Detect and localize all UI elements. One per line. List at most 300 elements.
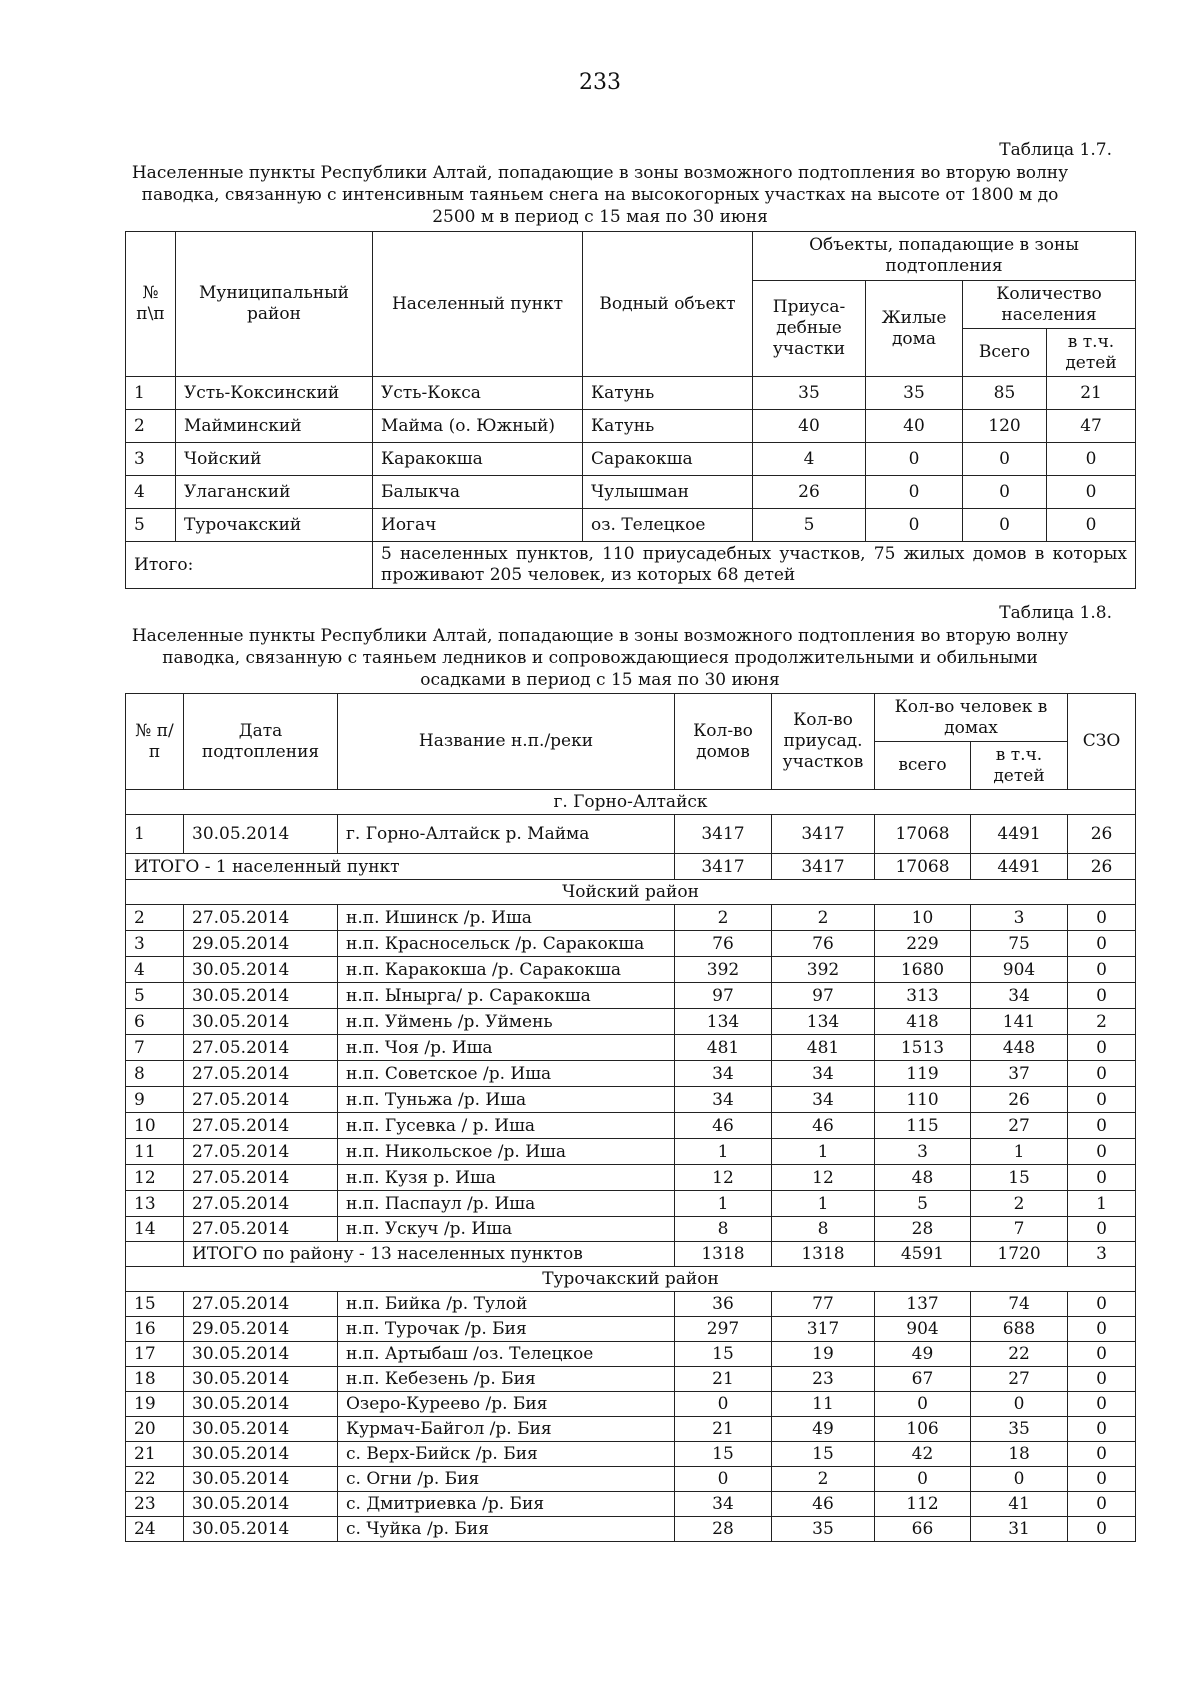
t2-cell: 18 (971, 1442, 1068, 1467)
table-row (126, 905, 1136, 931)
t2-cell: 134 (772, 1009, 875, 1035)
t2-cell: 4491 (971, 854, 1068, 880)
t2-cell: 49 (875, 1342, 971, 1367)
t2-cell: 3417 (772, 815, 875, 854)
table-row (126, 1191, 1136, 1217)
t2-cell: 46 (675, 1113, 772, 1139)
table-1-label: Таблица 1.7. (999, 140, 1112, 160)
t1-cell: Балыкча (373, 476, 583, 509)
t1-cell: 2 (126, 410, 176, 443)
t2-cell: 1 (675, 1191, 772, 1217)
t2-section-title: г. Горно-Алтайск (126, 790, 1136, 815)
t2-cell: 31 (971, 1517, 1068, 1542)
table-1 (125, 231, 1136, 589)
t2-cell: с. Чуйка /р. Бия (338, 1517, 675, 1542)
t2-cell: 30.05.2014 (184, 983, 338, 1009)
t1-cell: 120 (963, 410, 1047, 443)
t2-cell: 3417 (675, 815, 772, 854)
t1-cell: 1 (126, 377, 176, 410)
t2-cell: 1318 (675, 1242, 772, 1267)
t2-header-name: Название н.п./реки (338, 694, 675, 790)
t1-cell: 0 (866, 476, 963, 509)
t2-cell: 0 (1068, 905, 1136, 931)
t2-cell: 34 (772, 1061, 875, 1087)
t2-cell: 41 (971, 1492, 1068, 1517)
t2-cell: 0 (1068, 1087, 1136, 1113)
t1-cell: 5 (753, 509, 866, 542)
t1-cell: Усть-Кокса (373, 377, 583, 410)
table-row (126, 1417, 1136, 1442)
t2-cell: 6 (126, 1009, 184, 1035)
t2-cell: 0 (675, 1467, 772, 1492)
t2-cell: н.п. Туньжа /р. Иша (338, 1087, 675, 1113)
table-section-row (126, 880, 1136, 905)
t2-cell: 30.05.2014 (184, 957, 338, 983)
t2-cell: 1 (971, 1139, 1068, 1165)
t2-cell: 17068 (875, 854, 971, 880)
t2-header-date: Дата подтопления (184, 694, 338, 790)
t2-cell: 0 (1068, 1492, 1136, 1517)
t2-cell: 34 (971, 983, 1068, 1009)
t2-cell: 4591 (875, 1242, 971, 1267)
table-total-row (126, 542, 1136, 589)
t2-cell: н.п. Ускуч /р. Иша (338, 1217, 675, 1242)
t2-header-all: всего (875, 742, 971, 790)
t2-cell: 0 (971, 1392, 1068, 1417)
t2-cell: 20 (126, 1417, 184, 1442)
table-row (126, 983, 1136, 1009)
t2-cell: 1 (126, 815, 184, 854)
t2-cell: 4491 (971, 815, 1068, 854)
t1-cell: Майма (о. Южный) (373, 410, 583, 443)
t2-cell: н.п. Гусевка / р. Иша (338, 1113, 675, 1139)
t2-cell: 2 (675, 905, 772, 931)
t2-cell: 22 (971, 1342, 1068, 1367)
table-row (126, 443, 1136, 476)
t2-cell: 19 (772, 1342, 875, 1367)
t2-cell: 97 (772, 983, 875, 1009)
t2-cell: 30.05.2014 (184, 1467, 338, 1492)
t2-cell: 0 (1068, 1165, 1136, 1191)
t2-cell: 0 (1068, 931, 1136, 957)
t1-cell: 0 (1047, 443, 1136, 476)
t2-cell: 0 (1068, 1217, 1136, 1242)
t2-cell: 30.05.2014 (184, 1442, 338, 1467)
t2-cell: 0 (875, 1467, 971, 1492)
t2-cell: 21 (675, 1367, 772, 1392)
t2-cell: 392 (772, 957, 875, 983)
t2-header-plots: Кол-во приусад. участков (772, 694, 875, 790)
t2-cell: 21 (675, 1417, 772, 1442)
t1-cell: 0 (963, 443, 1047, 476)
t2-cell: н.п. Кузя р. Иша (338, 1165, 675, 1191)
t2-cell: 76 (772, 931, 875, 957)
t2-total-label: ИТОГО - 1 населенный пункт (126, 854, 675, 880)
t1-cell: Усть-Коксинский (176, 377, 373, 410)
t2-cell: 1 (675, 1139, 772, 1165)
t2-cell: 119 (875, 1061, 971, 1087)
t2-cell: 66 (875, 1517, 971, 1542)
t2-cell: 37 (971, 1061, 1068, 1087)
t2-cell: 74 (971, 1292, 1068, 1317)
t2-cell: 34 (772, 1087, 875, 1113)
t2-cell: 27.05.2014 (184, 1191, 338, 1217)
t2-cell: 34 (675, 1087, 772, 1113)
t2-cell: 27.05.2014 (184, 1292, 338, 1317)
t1-header-houses: Жилые дома (866, 281, 963, 377)
t1-cell: 0 (866, 443, 963, 476)
t2-cell: 30.05.2014 (184, 1517, 338, 1542)
t1-total-text: 5 населенных пунктов, 110 приусадебных участков, 75 жилых домов в которых проживают 205 человек, из которых 68 детей (373, 542, 1136, 589)
t2-section-title: Турочакский район (126, 1267, 1136, 1292)
t2-cell: 19 (126, 1392, 184, 1417)
t2-cell: 75 (971, 931, 1068, 957)
t2-cell: 448 (971, 1035, 1068, 1061)
t2-cell: 27.05.2014 (184, 1113, 338, 1139)
t2-cell: 904 (875, 1317, 971, 1342)
t2-cell: н.п. Бийка /р. Тулой (338, 1292, 675, 1317)
t1-cell: Турочакский (176, 509, 373, 542)
t2-cell: 0 (1068, 957, 1136, 983)
table-2-caption: Населенные пункты Республики Алтай, попадающие в зоны возможного подтопления во вторую волну паводка, связанную с таяньем ледников и сопровождающиеся продолжительными и обильными осадками в период с 15 мая по 30 июня (131, 626, 1069, 690)
t2-cell: 34 (675, 1061, 772, 1087)
t2-cell: 35 (772, 1517, 875, 1542)
t2-cell: 14 (126, 1217, 184, 1242)
t2-header-houses: Кол-во домов (675, 694, 772, 790)
t2-cell: 15 (126, 1292, 184, 1317)
t1-cell: Катунь (583, 377, 753, 410)
t2-cell: 11 (772, 1392, 875, 1417)
t2-cell: 0 (675, 1392, 772, 1417)
t1-cell: 26 (753, 476, 866, 509)
t2-cell: 3417 (675, 854, 772, 880)
t1-cell: Каракокша (373, 443, 583, 476)
t2-cell: 0 (1068, 1442, 1136, 1467)
t2-cell: 18 (126, 1367, 184, 1392)
table-row (126, 1342, 1136, 1367)
t2-cell: 481 (675, 1035, 772, 1061)
t2-cell: 112 (875, 1492, 971, 1517)
t2-cell: 0 (1068, 1392, 1136, 1417)
t2-cell: 16 (126, 1317, 184, 1342)
t1-cell: 0 (1047, 509, 1136, 542)
t2-cell: 1720 (971, 1242, 1068, 1267)
t2-cell: н.п. Паспаул /р. Иша (338, 1191, 675, 1217)
table-section-row (126, 790, 1136, 815)
t2-cell: 0 (1068, 1417, 1136, 1442)
t2-cell: 13 (126, 1191, 184, 1217)
t2-cell: 12 (126, 1165, 184, 1191)
t1-cell: Чойский (176, 443, 373, 476)
table-row (126, 1061, 1136, 1087)
t1-header-settlement: Населенный пункт (373, 232, 583, 377)
t2-cell: 3417 (772, 854, 875, 880)
table-row (126, 1367, 1136, 1392)
table-row (126, 1139, 1136, 1165)
t2-cell: 34 (675, 1492, 772, 1517)
t1-header-objects: Объекты, попадающие в зоны подтопления (753, 232, 1136, 281)
t2-cell: 27.05.2014 (184, 1165, 338, 1191)
t2-cell: 0 (1068, 1113, 1136, 1139)
t2-cell: 0 (1068, 1342, 1136, 1367)
t2-cell: 137 (875, 1292, 971, 1317)
table-row (126, 957, 1136, 983)
t2-cell: 0 (1068, 1139, 1136, 1165)
t2-cell: 28 (675, 1517, 772, 1542)
table-row (126, 476, 1136, 509)
table-row (126, 1113, 1136, 1139)
t2-cell: 22 (126, 1467, 184, 1492)
table-row (126, 931, 1136, 957)
t2-cell: 10 (875, 905, 971, 931)
table-total-row (126, 1242, 1136, 1267)
t2-cell: 26 (971, 1087, 1068, 1113)
t2-cell: 28 (875, 1217, 971, 1242)
t1-header-num: № п\п (126, 232, 176, 377)
t1-cell: 40 (753, 410, 866, 443)
t1-header-water: Водный объект (583, 232, 753, 377)
table-row (126, 377, 1136, 410)
table-row (126, 1517, 1136, 1542)
t2-cell: 141 (971, 1009, 1068, 1035)
table-row (126, 1392, 1136, 1417)
t2-cell: н.п. Красносельск /р. Саракокша (338, 931, 675, 957)
t1-header-children: в т.ч. детей (1047, 329, 1136, 377)
t2-cell: 0 (1068, 1467, 1136, 1492)
table-total-row (126, 854, 1136, 880)
t2-cell: 27.05.2014 (184, 1139, 338, 1165)
t2-cell: 49 (772, 1417, 875, 1442)
t2-total-label: ИТОГО по району - 13 населенных пунктов (184, 1242, 675, 1267)
t2-cell: н.п. Чоя /р. Иша (338, 1035, 675, 1061)
t1-header-total: Всего (963, 329, 1047, 377)
t2-cell: 2 (971, 1191, 1068, 1217)
t2-cell: 26 (1068, 854, 1136, 880)
t2-cell: 0 (1068, 1292, 1136, 1317)
t2-cell: 48 (875, 1165, 971, 1191)
t2-cell: 15 (675, 1442, 772, 1467)
t2-cell: 15 (971, 1165, 1068, 1191)
t2-cell: 1 (772, 1191, 875, 1217)
t2-cell: 29.05.2014 (184, 931, 338, 957)
t2-cell: 4 (126, 957, 184, 983)
t2-cell: 8 (675, 1217, 772, 1242)
t1-cell: оз. Телецкое (583, 509, 753, 542)
t2-cell: 418 (875, 1009, 971, 1035)
t1-header-plots: Приуса-дебные участки (753, 281, 866, 377)
t2-cell: 27 (971, 1367, 1068, 1392)
t2-cell: 23 (126, 1492, 184, 1517)
page-number: 233 (579, 70, 621, 95)
t1-cell: 0 (1047, 476, 1136, 509)
t2-cell: Курмач-Байгол /р. Бия (338, 1417, 675, 1442)
t2-cell: 30.05.2014 (184, 1392, 338, 1417)
t1-header-population: Количество населения (963, 281, 1136, 329)
t2-cell: 7 (971, 1217, 1068, 1242)
table-row (126, 1087, 1136, 1113)
t2-cell: н.п. Никольское /р. Иша (338, 1139, 675, 1165)
t2-cell: 313 (875, 983, 971, 1009)
t2-cell: 0 (1068, 1367, 1136, 1392)
t1-cell: 35 (866, 377, 963, 410)
t2-cell: 9 (126, 1087, 184, 1113)
t1-header-district: Муниципальный район (176, 232, 373, 377)
t2-cell: 317 (772, 1317, 875, 1342)
t2-cell: 8 (772, 1217, 875, 1242)
table-row (126, 1165, 1136, 1191)
t2-cell: 8 (126, 1061, 184, 1087)
t1-cell: 21 (1047, 377, 1136, 410)
t2-cell: н.п. Каракокша /р. Саракокша (338, 957, 675, 983)
t2-cell: 10 (126, 1113, 184, 1139)
t2-cell: 481 (772, 1035, 875, 1061)
t2-cell: с. Огни /р. Бия (338, 1467, 675, 1492)
t2-cell: 1318 (772, 1242, 875, 1267)
t2-cell: 97 (675, 983, 772, 1009)
t2-cell: 229 (875, 931, 971, 957)
t1-cell: 0 (963, 476, 1047, 509)
table-row (126, 1467, 1136, 1492)
t2-cell: 76 (675, 931, 772, 957)
t1-cell: 3 (126, 443, 176, 476)
t2-cell: 12 (675, 1165, 772, 1191)
t2-cell: 27.05.2014 (184, 1061, 338, 1087)
t1-cell: 35 (753, 377, 866, 410)
t2-cell: 30.05.2014 (184, 1009, 338, 1035)
t2-cell: 2 (1068, 1009, 1136, 1035)
t2-cell: 3 (1068, 1242, 1136, 1267)
t1-cell: 4 (753, 443, 866, 476)
t2-cell: 0 (1068, 1035, 1136, 1061)
t1-cell: 40 (866, 410, 963, 443)
t2-cell: н.п. Ишинск /р. Иша (338, 905, 675, 931)
table-row (126, 1317, 1136, 1342)
t2-cell: 3 (126, 931, 184, 957)
t2-cell: 106 (875, 1417, 971, 1442)
t1-total-label: Итого: (126, 542, 373, 589)
t2-cell: 0 (1068, 1517, 1136, 1542)
t2-cell: 5 (126, 983, 184, 1009)
t2-cell: 0 (1068, 1061, 1136, 1087)
t2-cell: н.п. Артыбаш /оз. Телецкое (338, 1342, 675, 1367)
t2-header-people: Кол-во человек в домах (875, 694, 1068, 742)
t2-header-children: в т.ч. детей (971, 742, 1068, 790)
t2-cell: 46 (772, 1113, 875, 1139)
t2-cell: 5 (875, 1191, 971, 1217)
t2-cell: н.п. Советское /р. Иша (338, 1061, 675, 1087)
t2-cell: 30.05.2014 (184, 1367, 338, 1392)
t2-cell: 35 (971, 1417, 1068, 1442)
table-row (126, 1442, 1136, 1467)
t2-cell: 77 (772, 1292, 875, 1317)
t2-cell: 30.05.2014 (184, 1342, 338, 1367)
t2-cell: 24 (126, 1517, 184, 1542)
t2-cell: 27 (971, 1113, 1068, 1139)
table-row (126, 1492, 1136, 1517)
t1-cell: 47 (1047, 410, 1136, 443)
t2-cell: 115 (875, 1113, 971, 1139)
t2-cell: 2 (772, 1467, 875, 1492)
t2-cell: н.п. Ыныргa/ р. Саракокша (338, 983, 675, 1009)
t2-cell: 26 (1068, 815, 1136, 854)
table-row (126, 1009, 1136, 1035)
table-row (126, 410, 1136, 443)
t2-cell: с. Верх-Бийск /р. Бия (338, 1442, 675, 1467)
t2-cell: с. Дмитриевка /р. Бия (338, 1492, 675, 1517)
t1-cell: 0 (866, 509, 963, 542)
t2-cell: 297 (675, 1317, 772, 1342)
t2-cell: 17 (126, 1342, 184, 1367)
t1-cell: 4 (126, 476, 176, 509)
table-row (126, 815, 1136, 854)
t2-header-num: № п/п (126, 694, 184, 790)
t2-cell: 11 (126, 1139, 184, 1165)
t2-cell (126, 1242, 184, 1267)
t2-cell: 1 (772, 1139, 875, 1165)
table-row (126, 1292, 1136, 1317)
t2-cell: 27.05.2014 (184, 1087, 338, 1113)
t2-cell: 17068 (875, 815, 971, 854)
t2-cell: 110 (875, 1087, 971, 1113)
t2-cell: 27.05.2014 (184, 1035, 338, 1061)
t1-cell: 85 (963, 377, 1047, 410)
t2-cell: 0 (971, 1467, 1068, 1492)
t2-cell: 2 (772, 905, 875, 931)
t2-cell: 30.05.2014 (184, 1492, 338, 1517)
t2-cell: 0 (1068, 1317, 1136, 1342)
t2-header-szo: СЗО (1068, 694, 1136, 790)
t2-cell: 7 (126, 1035, 184, 1061)
t2-cell: 3 (875, 1139, 971, 1165)
t2-section-title: Чойский район (126, 880, 1136, 905)
t2-cell: н.п. Кебезень /р. Бия (338, 1367, 675, 1392)
table-row (126, 1035, 1136, 1061)
t1-cell: Иогач (373, 509, 583, 542)
t1-cell: Чулышман (583, 476, 753, 509)
t2-cell: 36 (675, 1292, 772, 1317)
t2-cell: 904 (971, 957, 1068, 983)
t2-cell: 1 (1068, 1191, 1136, 1217)
t2-cell: Озеро-Куреево /р. Бия (338, 1392, 675, 1417)
t2-cell: 42 (875, 1442, 971, 1467)
t2-cell: 2 (126, 905, 184, 931)
t1-cell: 0 (963, 509, 1047, 542)
t2-cell: 29.05.2014 (184, 1317, 338, 1342)
t2-cell: н.п. Уймень /р. Уймень (338, 1009, 675, 1035)
t2-cell: 30.05.2014 (184, 815, 338, 854)
t1-cell: Катунь (583, 410, 753, 443)
t2-cell: 46 (772, 1492, 875, 1517)
t2-cell: 23 (772, 1367, 875, 1392)
t2-cell: н.п. Турочак /р. Бия (338, 1317, 675, 1342)
t1-cell: Улаганский (176, 476, 373, 509)
t1-cell: Майминский (176, 410, 373, 443)
t2-cell: 392 (675, 957, 772, 983)
t2-cell: 1680 (875, 957, 971, 983)
table-2 (125, 693, 1136, 1542)
table-row (126, 1217, 1136, 1242)
t2-cell: 688 (971, 1317, 1068, 1342)
t2-cell: 0 (875, 1392, 971, 1417)
t2-cell: 134 (675, 1009, 772, 1035)
table-section-row (126, 1267, 1136, 1292)
t2-cell: 3 (971, 905, 1068, 931)
table-row (126, 509, 1136, 542)
t2-cell: 1513 (875, 1035, 971, 1061)
t2-cell: 12 (772, 1165, 875, 1191)
table-1-caption: Населенные пункты Республики Алтай, попадающие в зоны возможного подтопления во вторую волну паводка, связанную с интенсивным таяньем снега на высокогорных участках на высоте от 1800 м до 2500 м в период с 15 мая по 30 июня (131, 163, 1069, 227)
t2-cell: 15 (772, 1442, 875, 1467)
